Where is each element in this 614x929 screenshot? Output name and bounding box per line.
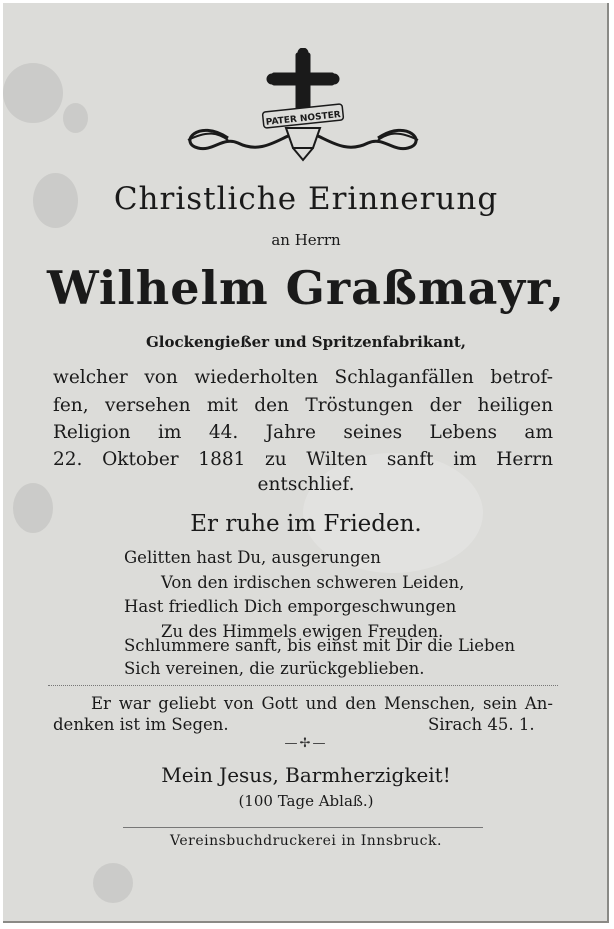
divider xyxy=(123,827,483,828)
poem-line: Schlummere sanft, bis einst mit Dir die Lieben xyxy=(124,636,515,655)
quote-source: Sirach 45. 1. xyxy=(428,715,535,734)
poem-line: Von den irdischen schweren Leiden, xyxy=(161,573,465,592)
rest-in-peace-text: Er ruhe im Frieden. xyxy=(190,511,422,537)
quote-line: Er war geliebt von Gott und den Menschen, sein An- xyxy=(91,694,553,713)
cross-emblem-icon xyxy=(168,48,438,168)
body-line: entschlief. xyxy=(257,474,355,495)
printer-text: Vereinsbuchdruckerei in Innsbruck. xyxy=(170,833,442,849)
occupation-text: Glockengießer und Spritzenfabrikant, xyxy=(145,333,467,351)
deceased-name: Wilhelm Graßmayr, xyxy=(46,261,566,315)
body-line: fen, versehen mit den Tröstungen der heiligen xyxy=(53,395,553,416)
poem-line: Hast friedlich Dich emporgeschwungen xyxy=(124,597,457,616)
body-line: Religion im 44. Jahre seines Lebens am xyxy=(53,422,553,443)
card-title: Christliche Erinnerung xyxy=(113,181,499,217)
indulgence-text: (100 Tage Ablaß.) xyxy=(238,792,374,810)
ornament: —✢— xyxy=(284,736,328,751)
poem-line: Sich vereinen, die zurückgeblieben. xyxy=(124,659,425,678)
poem-line: Zu des Himmels ewigen Freuden. xyxy=(161,622,444,641)
body-line: welcher von wiederholten Schlaganfällen betrof- xyxy=(53,367,553,388)
preposition-text: an Herrn xyxy=(271,231,341,249)
memorial-card xyxy=(3,3,609,923)
body-line: 22. Oktober 1881 zu Wilten sanft im Herrn xyxy=(53,449,553,470)
quote-line: denken ist im Segen. xyxy=(53,715,229,734)
poem-line: Gelitten hast Du, ausgerungen xyxy=(124,548,381,567)
banner-text: PATER NOSTER xyxy=(265,110,342,128)
divider xyxy=(48,685,558,686)
prayer-text: Mein Jesus, Barmherzigkeit! xyxy=(161,763,451,787)
